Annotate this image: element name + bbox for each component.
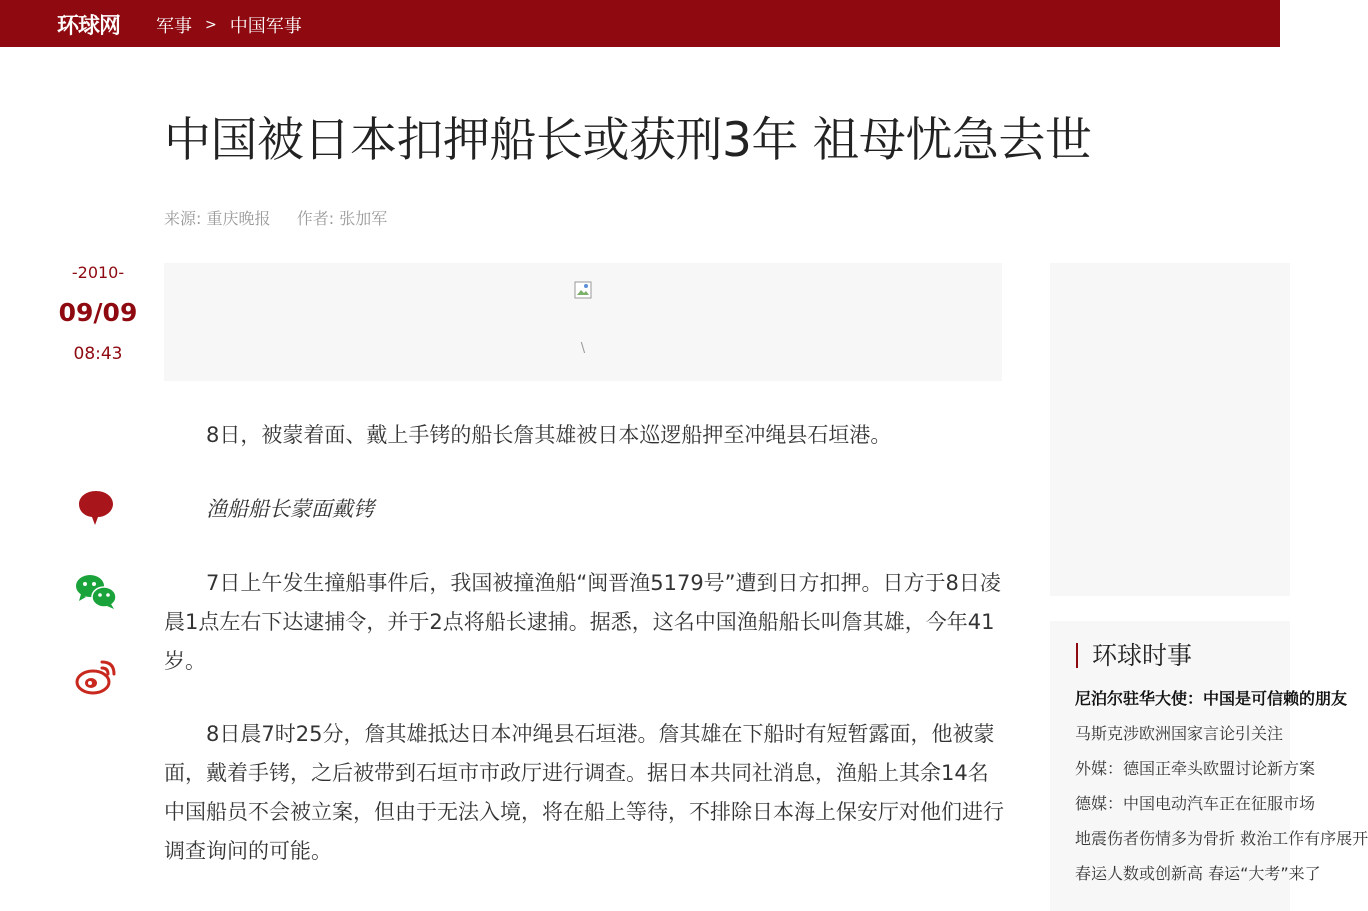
sidebar-news-item[interactable]: 尼泊尔驻华大使：中国是可信赖的朋友 — [1075, 689, 1348, 708]
article-subheading: 渔船船长蒙面戴铐 — [206, 497, 374, 521]
sidebar-news-item[interactable]: 地震伤者伤情多为骨折 救治工作有序展开 — [1075, 829, 1368, 848]
breadcrumb-china-military[interactable]: 中国军事 — [229, 16, 302, 37]
article-image — [164, 263, 1002, 381]
top-nav-bar — [0, 0, 1280, 47]
image-caption: \ — [580, 341, 586, 356]
sidebar-news-list — [1075, 681, 1368, 891]
comment-icon[interactable] — [74, 487, 118, 527]
article-paragraph: 7日上午发生撞船事件后，我国被撞渔船“闽晋渔5179号”遭到日方扣押。日方于8日凌晨1点左右下达逮捕令，并于2点将船长逮捕。据悉，这名中国渔船船长叫詹其雄，今年41岁。 — [164, 571, 1001, 673]
source-label: 来源: — [164, 209, 202, 228]
breadcrumb-separator: > — [205, 17, 217, 33]
source-name: 重庆晚报 — [206, 209, 271, 228]
publish-time: 08:43 — [73, 344, 123, 364]
article-title: 中国被日本扣押船长或获刑3年 祖母忧急去世 — [164, 113, 1092, 168]
sidebar-news-item[interactable]: 外媒：德国正牵头欧盟讨论新方案 — [1075, 759, 1316, 778]
sidebar-news — [1050, 621, 1368, 911]
weibo-icon[interactable] — [74, 656, 118, 696]
sidebar-news-item[interactable]: 德媒：中国电动汽车正在征服市场 — [1075, 794, 1316, 813]
sidebar-ad — [1050, 263, 1290, 596]
article-paragraph: 8日，被蒙着面、戴上手铐的船长詹其雄被日本巡逻船押至冲绳县石垣港。 — [206, 423, 892, 447]
author-label: 作者: — [296, 209, 335, 228]
publish-date: 09/09 — [58, 298, 138, 327]
breadcrumb-military[interactable]: 军事 — [156, 16, 192, 37]
publish-year: -2010- — [71, 263, 125, 282]
article-paragraph: 8日晨7时25分，詹其雄抵达日本冲绳县石垣港。詹其雄在下船时有短暂露面，他被蒙面，戴着手铐，之后被带到石垣市市政厅进行调查。据日本共同社消息，渔船上其余14名中国船员不会被立案，但由于无法入境，将在船上等待，不排除日本海上保安厅对他们进行调查询问的可能。 — [164, 722, 1004, 863]
wechat-icon[interactable] — [74, 571, 118, 611]
broken-image-icon — [574, 281, 592, 299]
sidebar-news-item[interactable]: 春运人数或创新高 春运“大考”来了 — [1075, 864, 1321, 883]
sidebar-news-item[interactable]: 马斯克涉欧洲国家言论引关注 — [1075, 724, 1284, 743]
site-logo[interactable]: 环球网 — [57, 14, 121, 39]
article-meta — [164, 206, 387, 229]
sidebar-title: 环球时事 — [1076, 643, 1192, 668]
author-name: 张加军 — [339, 209, 388, 228]
breadcrumb — [156, 12, 302, 38]
